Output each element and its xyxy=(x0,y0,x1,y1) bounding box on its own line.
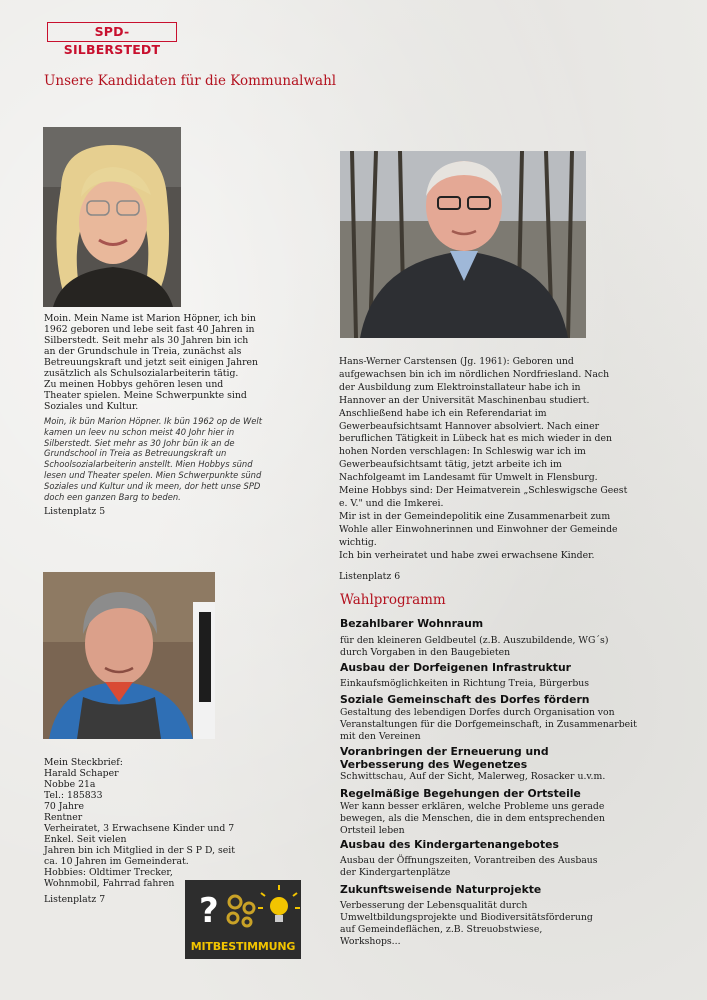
bio-line: Mir ist in der Gemeindepolitik eine Zusammenarbeit zum xyxy=(339,510,611,522)
platt-line: kamen un leev nu schon meist 40 Johr hier in xyxy=(44,426,235,437)
program-item-heading: Ausbau des Kindergartenangebotes xyxy=(340,838,559,851)
bio-line: Hobbies: Oldtimer Trecker, xyxy=(44,867,173,878)
program-item-line: Einkaufsmöglichkeiten in Richtung Treia, Bürgerbus xyxy=(340,677,590,689)
bio-line: der Ausbildung zum Elektroinstallateur habe ich in xyxy=(339,381,581,393)
bio-line: Nobbe 21a xyxy=(44,779,96,790)
bio-line: an der Grundschule in Treia, zunächst als xyxy=(44,346,242,357)
bio-line: Harald Schaper xyxy=(44,768,119,779)
bio-line: ca. 10 Jahren im Gemeinderat. xyxy=(44,856,189,867)
program-item-line: Ausbau der Öffnungszeiten, Vorantreiben des Ausbaus xyxy=(340,854,598,866)
bio-line: zusätzlich als Schulsozialarbeiterin tätig. xyxy=(44,368,239,379)
page-heading: Unsere Kandidaten für die Kommunalwahl xyxy=(44,73,337,89)
bio-line: Rentner xyxy=(44,812,83,823)
program-item-heading: Zukunftsweisende Naturprojekte xyxy=(340,883,542,896)
platt-line: Moin, ik bün Marion Höpner. Ik bün 1962 op de Welt xyxy=(44,416,262,426)
harald-bio xyxy=(44,757,264,889)
bio-line: Meine Hobbys sind: Der Heimatverein „Schleswigsche Geest xyxy=(339,485,628,497)
listenplatz-harald: Listenplatz 7 xyxy=(44,894,106,905)
bio-line: 1962 geboren und lebe seit fast 40 Jahren in xyxy=(44,324,255,335)
bio-line: Betreuungskraft und jetzt seit einigen Jahren xyxy=(44,357,259,368)
question-mark-icon xyxy=(199,891,219,931)
platt-line: Grundschool in Treia as Betreuungskraft un xyxy=(44,448,227,459)
program-item-4 xyxy=(340,746,610,783)
bio-line: Enkel. Seit vielen xyxy=(44,834,127,845)
platt-line: doch een ganzen Barg to beden. xyxy=(44,491,181,502)
program-item-2 xyxy=(340,662,589,690)
program-item-line: Verbesserung der Lebensqualität durch xyxy=(340,899,528,911)
marion-platt-text xyxy=(44,416,284,502)
wahlprogramm-title: Wahlprogramm xyxy=(340,592,446,608)
bio-line: Wohnmobil, Fahrrad fahren xyxy=(44,878,175,889)
hans-bio xyxy=(339,356,629,563)
program-item-5 xyxy=(340,788,605,837)
program-item-line: der Kindergartenplätze xyxy=(340,866,451,878)
program-item-line: bewegen, als die Menschen, die in dem entsprechenden xyxy=(340,812,605,824)
mitbestimmung-graphic xyxy=(185,880,301,959)
bio-line: Tel.: 185833 xyxy=(44,790,103,801)
bio-line: Gewerbeaufsichtsamt tätig, jetzt arbeite ich im xyxy=(339,459,562,471)
platt-line: Silberstedt. Siet mehr as 30 Johr bün ik an de xyxy=(44,437,235,448)
platt-line: Soziales und Kultur und ik meen, dor hett unse SPD xyxy=(44,480,261,491)
bio-line: Moin. Mein Name ist Marion Höpner, ich bin xyxy=(44,313,256,324)
bio-line: Hans-Werner Carstensen (Jg. 1961): Geboren und xyxy=(339,356,574,367)
bio-line: e. V." und die Imkerei. xyxy=(339,497,444,509)
program-item-3 xyxy=(340,694,637,743)
bio-line: Anschließend habe ich ein Referendariat im xyxy=(339,407,547,419)
bio-line: Ich bin verheiratet und habe zwei erwachsene Kinder. xyxy=(339,549,595,561)
program-item-heading: Regelmäßige Begehungen der Ortsteile xyxy=(340,787,581,800)
listenplatz-marion: Listenplatz 5 xyxy=(44,506,106,517)
program-item-line: Wer kann besser erklären, welche Probleme uns gerade xyxy=(340,800,605,812)
program-item-7 xyxy=(340,884,593,949)
candidate-photo-hans xyxy=(340,151,586,338)
bio-line: Verheiratet, 3 Erwachsene Kinder und 7 xyxy=(44,823,235,834)
gears-icon xyxy=(228,896,254,926)
program-item-line: für den kleineren Geldbeutel (z.B. Auszubildende, WG´s) xyxy=(340,634,609,646)
bio-line: Hannover an der Universität Maschinenbau studiert. xyxy=(339,394,590,406)
spd-logo: SPD-SILBERSTEDT xyxy=(47,22,177,42)
bio-line: Nachfolgeamt im Landesamt für Umwelt in Flensburg. xyxy=(339,472,598,484)
bio-line: Zu meinen Hobbys gehören lesen und xyxy=(44,379,224,390)
program-item-line: Workshops... xyxy=(340,936,401,948)
lightbulb-icon xyxy=(258,885,300,922)
program-item-heading: Voranbringen der Erneuerung und Verbesserung des Wegenetzes xyxy=(340,745,549,771)
bio-line: Jahren bin ich Mitglied in der S P D, seit xyxy=(44,845,235,856)
platt-line: lesen und Theater spelen. Mien Schwerpunkte sünd xyxy=(44,469,262,480)
program-item-line: Umweltbildungsprojekte und Biodiversitätsförderung xyxy=(340,911,593,923)
bio-line: hohen Norden verschlagen: In Schleswig war ich im xyxy=(339,446,586,458)
listenplatz-hans: Listenplatz 6 xyxy=(339,571,401,582)
program-item-heading: Ausbau der Dorfeigenen Infrastruktur xyxy=(340,661,571,674)
program-item-line: auf Gemeindeflächen, z.B. Streuobstwiese, xyxy=(340,924,543,936)
program-item-line: Ortsteil leben xyxy=(340,825,405,837)
bio-line: Silberstedt. Seit mehr als 30 Jahren bin ich xyxy=(44,335,249,346)
program-item-line: mit den Vereinen xyxy=(340,731,421,743)
bio-line: Theater spielen. Meine Schwerpunkte sind xyxy=(44,390,247,401)
bio-line: Gewerbeaufsichtsamt Hannover absolviert. Nach einer xyxy=(339,420,600,432)
program-item-6 xyxy=(340,839,598,879)
bio-line: wichtig. xyxy=(339,536,377,548)
bio-line: beruflichen Tätigkeit in Lübeck hat es mich wieder in den xyxy=(339,433,612,445)
candidate-photo-harald xyxy=(43,572,215,739)
program-item-heading: Bezahlbarer Wohnraum xyxy=(340,617,484,630)
mitbestimmung-label: MITBESTIMMUNG xyxy=(190,940,296,953)
bio-line: Soziales und Kultur. xyxy=(44,401,139,412)
bio-line: Mein Steckbrief: xyxy=(44,757,123,768)
candidate-photo-marion xyxy=(43,127,181,307)
svg-text:?: ? xyxy=(199,891,219,931)
program-item-line: durch Vorgaben in den Baugebieten xyxy=(340,646,511,658)
bio-line: 70 Jahre xyxy=(44,801,84,812)
program-item-line: Schwittschau, Auf der Sicht, Malerweg, Rosacker u.v.m. xyxy=(340,771,606,782)
marion-bio xyxy=(44,313,284,412)
bio-line: Wohle aller Einwohnerinnen und Einwohner der Gemeinde xyxy=(339,523,618,535)
program-item-line: Gestaltung des lebendigen Dorfes durch Organisation von xyxy=(340,706,615,718)
program-item-heading: Soziale Gemeinschaft des Dorfes fördern xyxy=(340,693,590,706)
program-item-1 xyxy=(340,618,608,659)
platt-line: Schoolsozialarbeiterin anstellt. Mien Hobbys sünd xyxy=(44,459,253,470)
program-item-line: Veranstaltungen für die Dorfgemeinschaft, in Zusammenarbeit xyxy=(340,718,637,730)
bio-line: aufgewachsen bin ich im nördlichen Nordfriesland. Nach xyxy=(339,368,610,380)
